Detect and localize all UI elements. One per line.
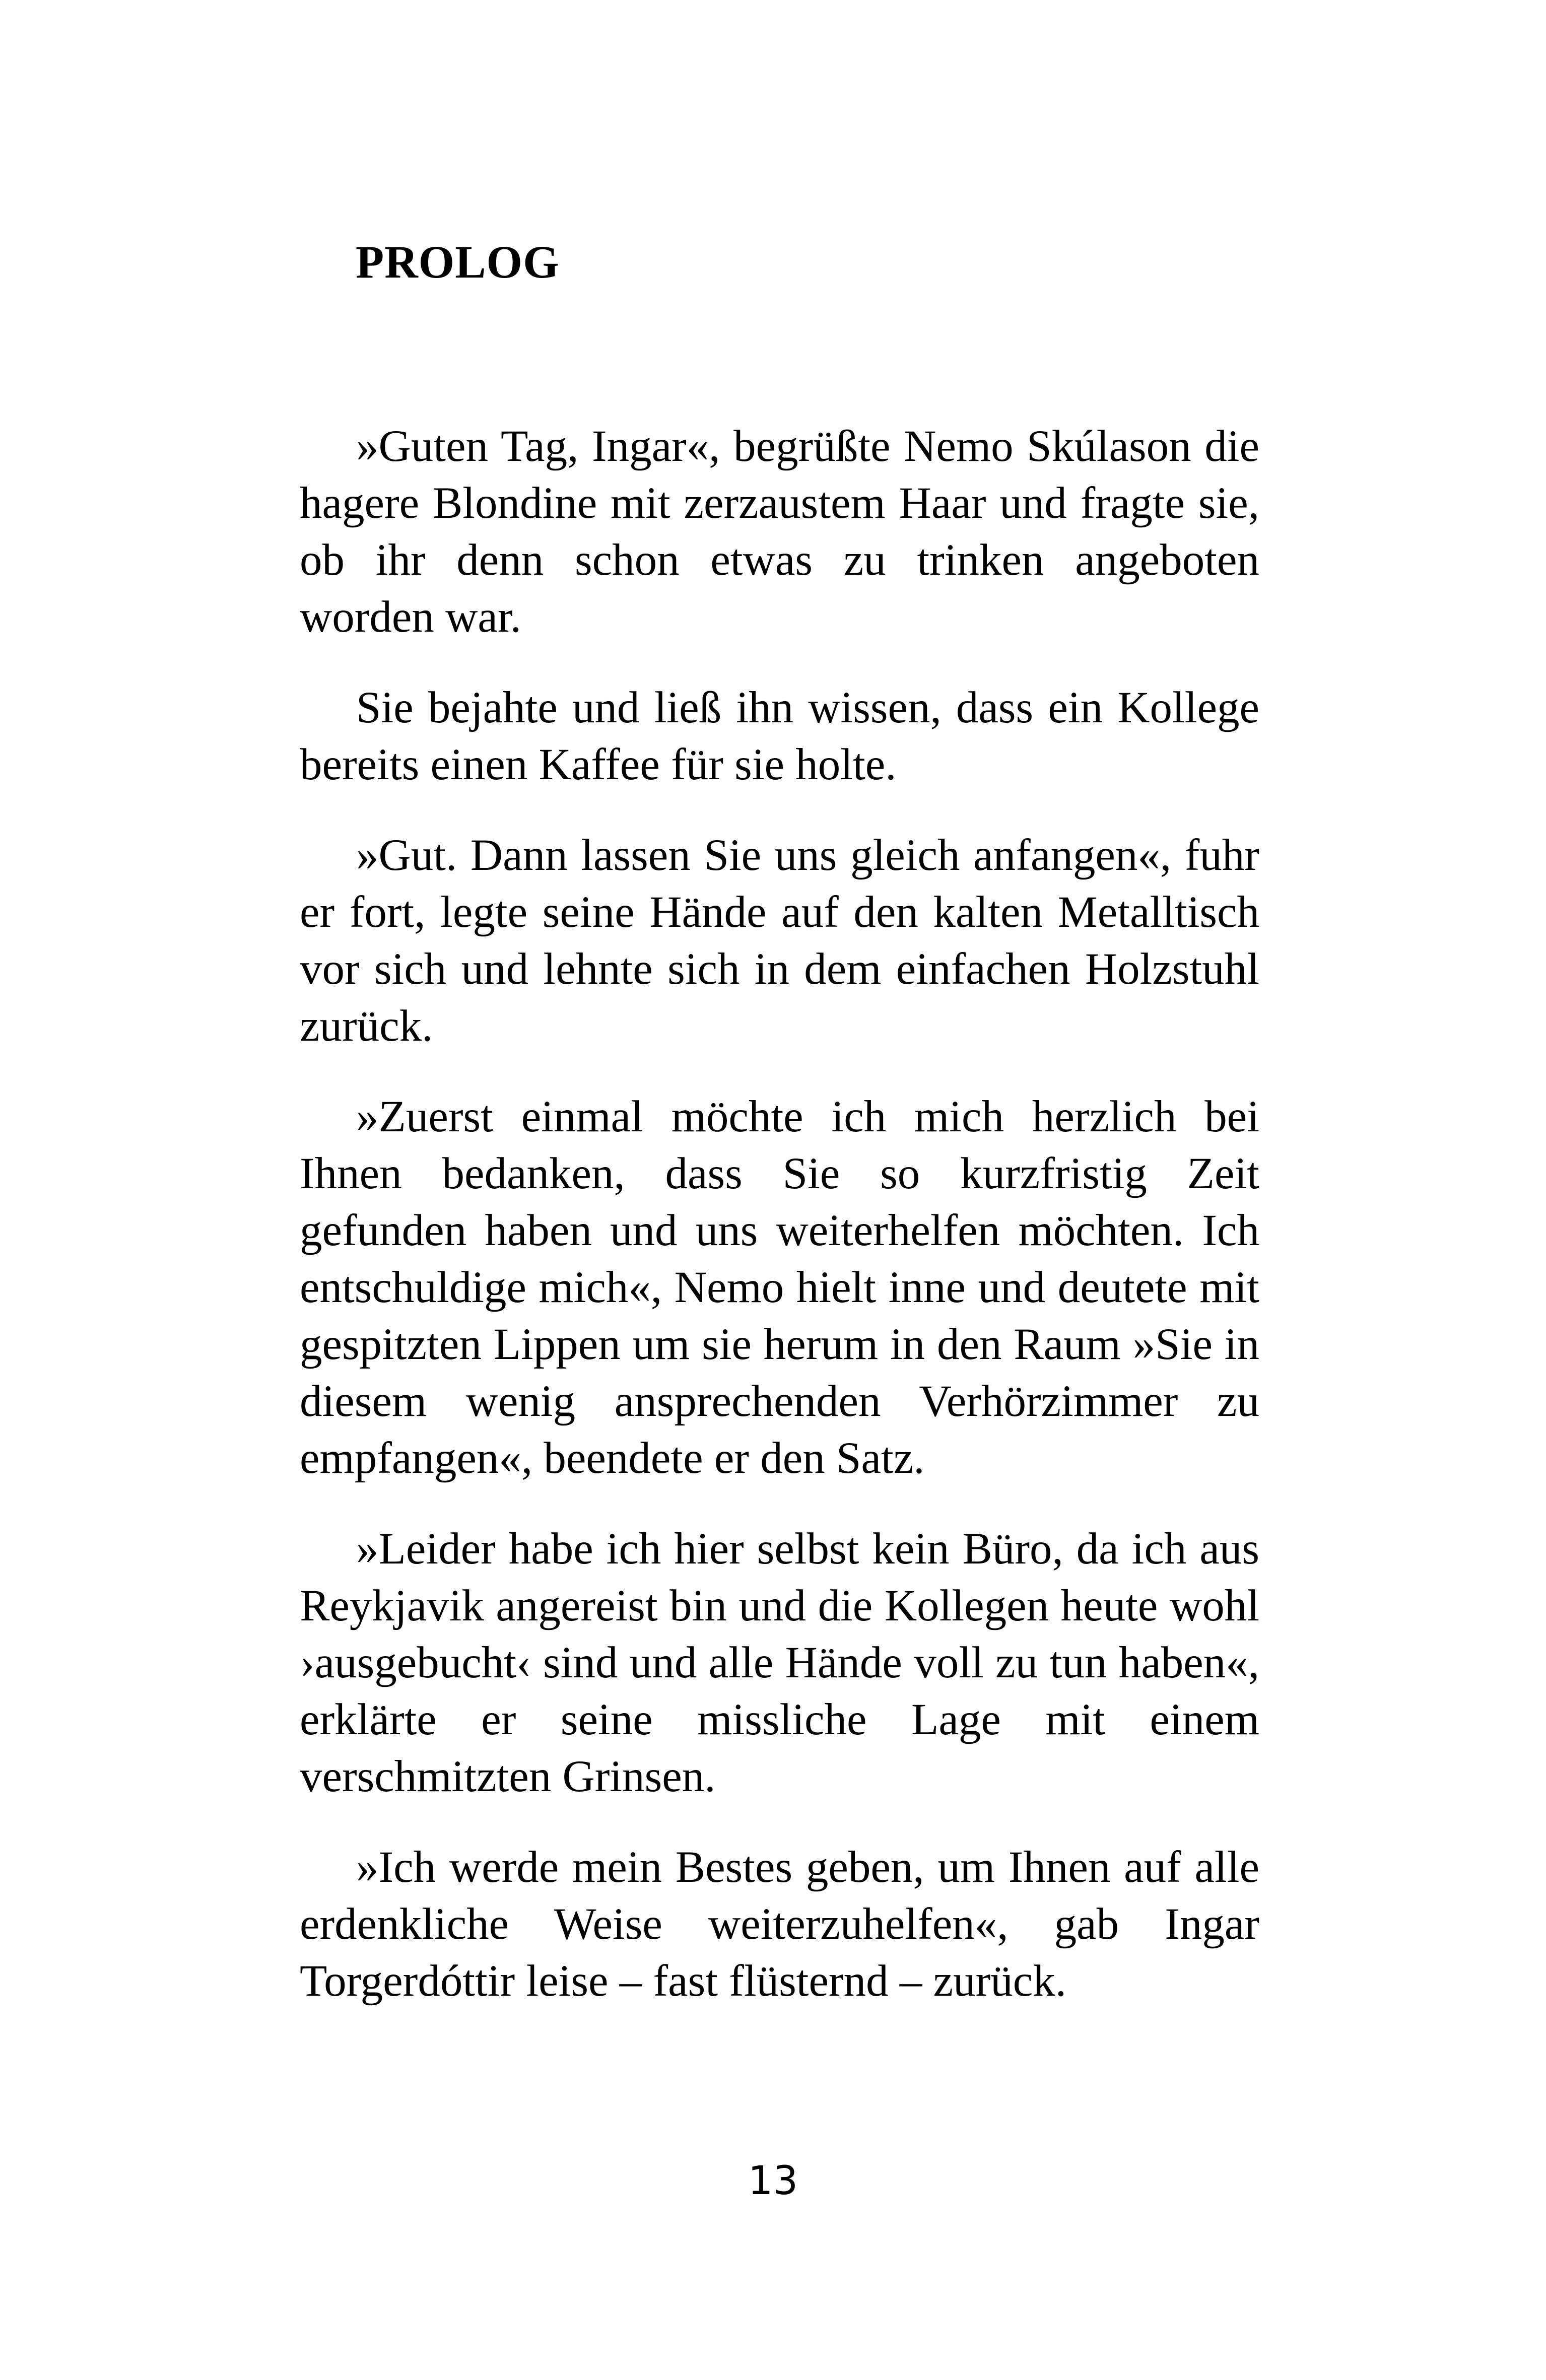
paragraph-4: »Zuerst einmal möchte ich mich herzlich bei Ihnen bedanken, dass Sie so kurzfristig Zeit gefunden haben und uns weiterhelfen möchten. Ich entschuldige mich«, Nemo hielt inne und deutete mit gespitzten Lippen um sie herum in den Raum »Sie in diesem wenig ansprechenden Verhörzimmer zu empfangen«, beendete er den Satz.	[300, 1092, 1259, 1483]
paragraph-2: Sie bejahte und ließ ihn wissen, dass ein Kollege bereits einen Kaffee für sie holte.	[300, 683, 1259, 789]
paragraph-6: »Ich werde mein Bestes geben, um Ihnen auf alle erdenkliche Weise weiterzuhelfen«, gab Ingar Torgerdóttir leise – fast flüsternd – zurück.	[300, 1843, 1259, 2006]
chapter-heading: PROLOG	[356, 236, 560, 288]
body-text	[300, 418, 1259, 2044]
paragraph-3: »Gut. Dann lassen Sie uns gleich anfangen«, fuhr er fort, legte seine Hände auf den kalten Metalltisch vor sich und lehnte sich in dem einfachen Holzstuhl zurück.	[300, 831, 1259, 1051]
paragraph-5: »Leider habe ich hier selbst kein Büro, da ich aus Reykjavik angereist bin und die Kollegen heute wohl ›ausgebucht‹ sind und alle Hände voll zu tun haben«, erklärte er seine missliche Lage mit einem verschmitzten Grinsen.	[300, 1524, 1259, 1801]
paragraph-1: »Guten Tag, Ingar«, begrüßte Nemo Skúlason die hagere Blondine mit zerzaustem Haar und fragte sie, ob ihr denn schon etwas zu trinken angeboten worden war.	[300, 422, 1259, 642]
page-number: 13	[748, 2158, 798, 2204]
